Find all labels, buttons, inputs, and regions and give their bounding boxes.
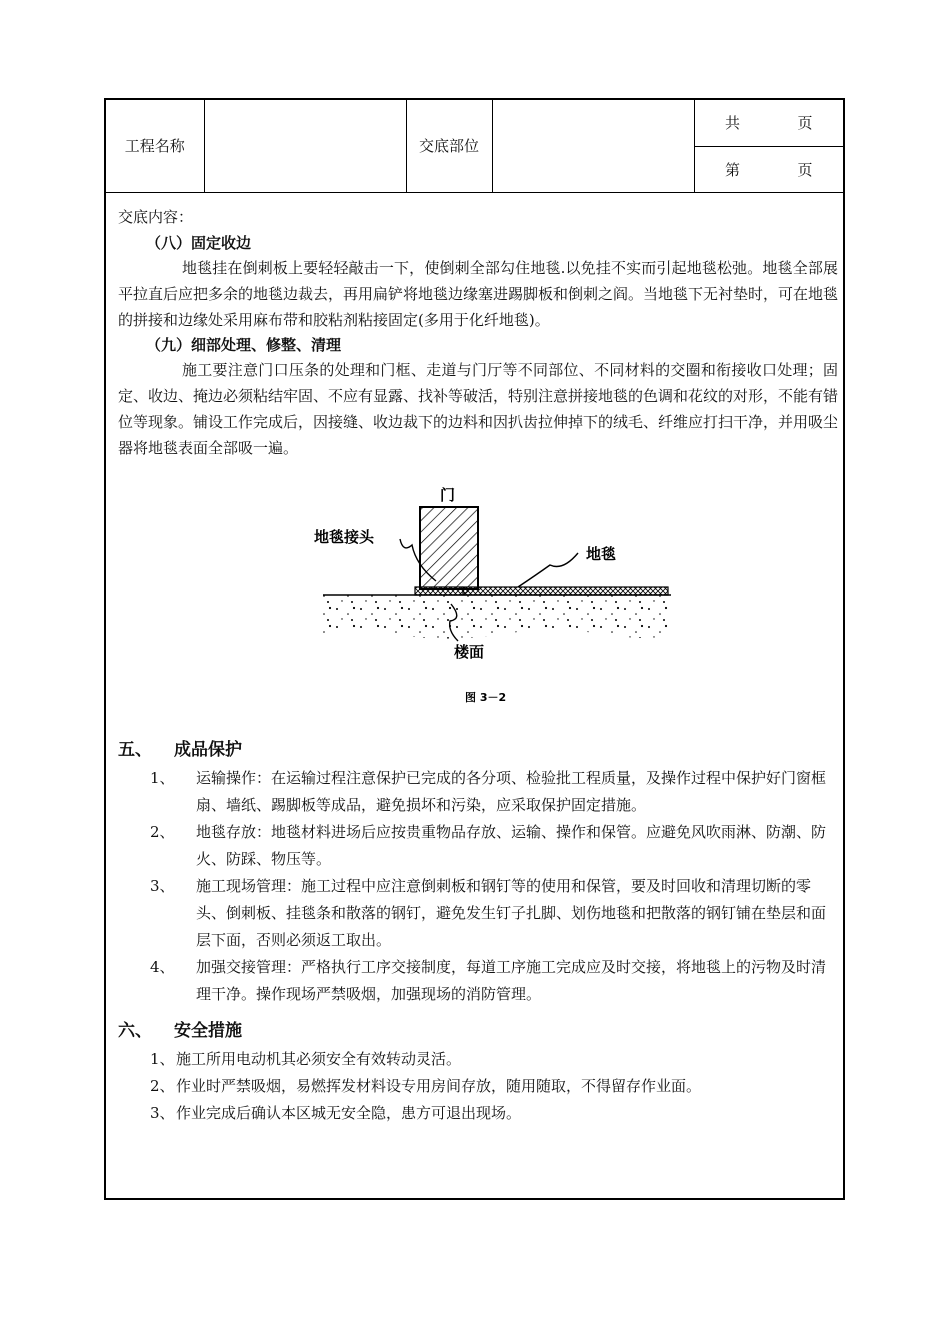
total-label: 共 xyxy=(724,114,740,133)
item-text: 地毯存放：地毯材料进场后应按贵重物品存放、运输、操作和保管。应避免风吹雨淋、防潮、防火、防踩、物压等。 xyxy=(196,823,827,868)
item-number: 2、 xyxy=(150,1077,175,1095)
floor-label: 楼面 xyxy=(454,643,485,661)
floor-slab xyxy=(323,595,671,639)
list-item xyxy=(118,873,838,954)
figure-caption: 图 3－2 xyxy=(465,691,507,704)
figure-3-2 xyxy=(118,461,838,731)
item-text: 施工现场管理：施工过程中应注意倒刺板和钢钉等的使用和保管，要及时回收和清理切断的零头、倒刺板、挂毯条和散落的钢钉，避免发生钉子扎脚、划伤地毯和把散落的钢钉铺在垫层和面层下面，否则必须返工取出。 xyxy=(196,877,827,949)
content-label: 交底内容： xyxy=(118,208,194,226)
header-table xyxy=(106,100,843,193)
section9-text: 施工要注意门口压条的处理和门框、走道与门厅等不同部位、不同材料的交圈和衔接收口处理；固定、收边、掩边必须粘结牢固、不应有显露、找补等破活，特别注意拼接地毯的色调和花纹的对形，不能有错位等现象。铺设工作完成后，因接缝、收边裁下的边料和因扒齿拉伸掉下的绒毛、纤维应打扫干净，并用吸尘器将地毯表面全部吸一遍。 xyxy=(118,361,839,457)
project-name-label: 工程名称 xyxy=(106,100,204,192)
item-number: 1、 xyxy=(150,1050,175,1068)
item-number: 2、 xyxy=(150,823,175,841)
section8-title: （八）固定收边 xyxy=(146,234,252,252)
carpet-label: 地毯 xyxy=(586,545,617,563)
section8-text: 地毯挂在倒刺板上要轻轻敲击一下，使倒刺全部勾住地毯.以免挂不实而引起地毯松弛。地毯全部展平拉直后应把多余的地毯边裁去，再用扁铲将地毯边缘塞进踢脚板和倒刺之阎。当地毯下无衬垫时，可在地毯的拼接和边缘处采用麻布带和胶粘剂粘接固定(多用于化纤地毯)。 xyxy=(118,259,839,329)
item-text: 施工所用电动机其必须安全有效转动灵活。 xyxy=(176,1050,462,1068)
item-number: 4、 xyxy=(150,958,175,976)
document-frame xyxy=(104,98,845,1200)
total-pages-cell xyxy=(694,100,843,146)
item-text: 作业完成后确认本区城无安全隐，患方可退出现场。 xyxy=(176,1104,522,1122)
page-unit: 页 xyxy=(797,160,813,179)
item-text: 作业时严禁吸烟，易燃挥发材料设专用房间存放，随用随取，不得留存作业面。 xyxy=(176,1077,702,1095)
list-item xyxy=(118,1100,838,1127)
location-value xyxy=(492,100,694,192)
list-item xyxy=(118,765,838,819)
total-unit: 页 xyxy=(797,114,813,133)
list-item xyxy=(118,1046,838,1073)
location-label: 交底部位 xyxy=(406,100,492,192)
carpet-door-diagram xyxy=(118,461,838,731)
carpet-strip xyxy=(463,587,668,595)
item-number: 3、 xyxy=(150,877,175,895)
item-number: 3、 xyxy=(150,1104,175,1122)
section6-heading xyxy=(118,1016,838,1046)
section5-number: 五、 xyxy=(118,740,152,760)
door-shape xyxy=(420,507,478,589)
page-number-cell xyxy=(694,146,843,192)
joint-label: 地毯接头 xyxy=(314,528,375,546)
section6-number: 六、 xyxy=(118,1021,152,1041)
item-number: 1、 xyxy=(150,769,175,787)
item-text: 加强交接管理：严格执行工序交接制度，每道工序施工完成应及时交接，将地毯上的污物及时清理干净。操作现场严禁吸烟，加强现场的消防管理。 xyxy=(196,958,827,1003)
list-item xyxy=(118,1073,838,1100)
list-item xyxy=(118,954,838,1008)
carpet-joint xyxy=(415,587,468,595)
section9-title: （九）细部处理、修整、清理 xyxy=(146,336,342,354)
content-area xyxy=(118,203,838,1127)
section6-title: 安全措施 xyxy=(174,1021,242,1041)
section5-title: 成品保护 xyxy=(174,740,242,760)
door-label: 门 xyxy=(440,486,456,504)
list-item xyxy=(118,819,838,873)
page-label: 第 xyxy=(724,160,740,179)
item-text: 运输操作：在运输过程注意保护已完成的各分项、检验批工程质量，及操作过程中保护好门窗框扇、墙纸、踢脚板等成品，避免损坏和污染，应采取保护固定措施。 xyxy=(196,769,827,814)
section5-heading xyxy=(118,735,838,765)
project-name-value xyxy=(204,100,406,192)
